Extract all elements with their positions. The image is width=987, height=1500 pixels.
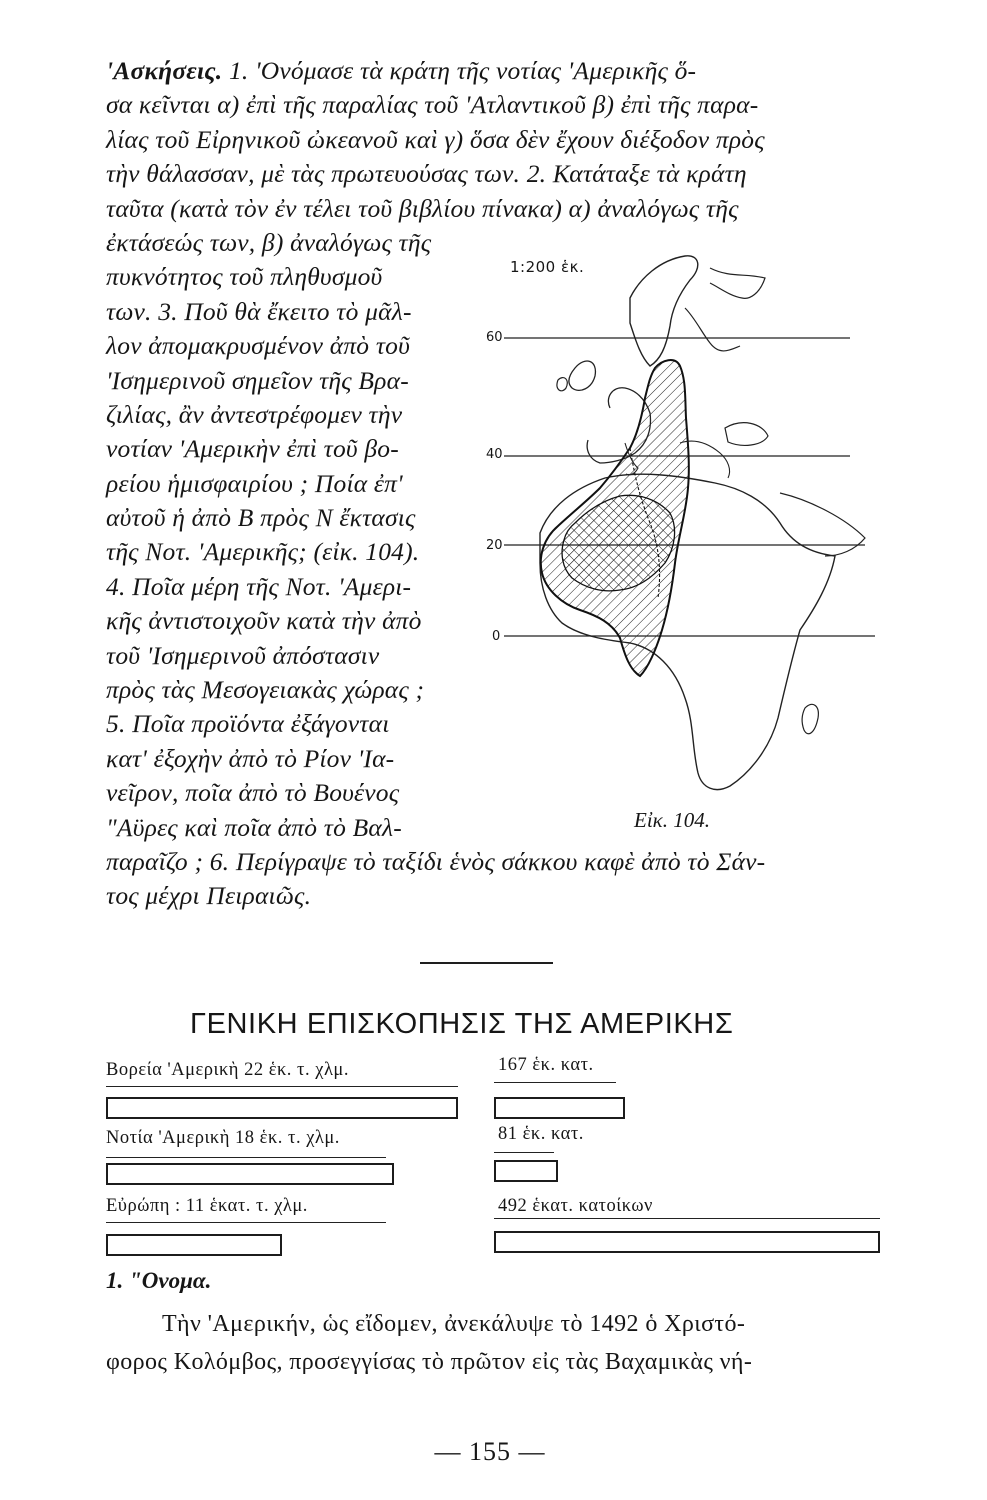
area-label: Βορεία 'Αμερικὴ 22 ἑκ. τ. χλμ. [106,1060,349,1080]
exercise-line: "Αϋρες καὶ ποῖα ἀπὸ τὸ Βαλ- [106,812,402,842]
map-scale: 1:200 ἑκ. [510,258,585,276]
exercise-line: ταῦτα (κατὰ τὸν ἐν τέλει τοῦ βιβλίου πίνακα) α) ἀναλόγως τῆς [106,193,739,223]
ireland-outline [557,378,567,391]
area-bar [106,1234,282,1256]
page-number: — 155 — [434,1437,546,1466]
area-label: Νοτία 'Αμερικὴ 18 ἑκ. τ. χλμ. [106,1128,340,1148]
comparison-map [480,238,890,888]
exercise-line: λίας τοῦ Εἰρηνικοῦ ὠκεανοῦ καὶ γ) ὅσα δὲν ἔχουν διέξοδον πρὸς [106,124,765,154]
exercise-line: τος μέχρι Πειραιῶς. [106,881,312,911]
exercise-line: αὐτοῦ ἡ ἀπὸ Β πρὸς Ν ἔκτασις [106,503,416,533]
exercise-line: νοτίαν 'Αμερικὴν ἐπὶ τοῦ βο- [106,434,399,464]
area-bar [106,1097,458,1119]
exercise-line: κατ' ἐξοχὴν ἀπὸ τὸ Ρίον 'Ια- [106,743,395,773]
exercise-line: σα κεῖνται α) ἐπὶ τῆς παραλίας τοῦ 'Ατλαντικοῦ β) ἐπὶ τῆς παρα- [106,90,759,120]
section-divider [420,962,553,964]
exercise-line: τοῦ 'Ισημερινοῦ ἀπόστασιν [106,640,380,670]
population-label: 167 ἑκ. κατ. [498,1055,594,1075]
exercise-line: πρὸς τὰς Μεσογειακὰς χώρας ; [106,675,425,705]
exercise-line: των. 3. Ποῦ θὰ ἔκειτο τὸ μᾶλ- [106,296,412,326]
black-sea-outline [725,423,768,446]
latitude-label-0: 0 [492,629,501,644]
exercise-line: 'Ισημερινοῦ σημεῖον τῆς Βρα- [106,365,409,395]
exercise-line: ζιλίας, ἂν ἀντεστρέφομεν τὴν [106,399,403,429]
section-title: 1. "Ονομα. [106,1268,212,1293]
section-paragraph [106,1305,896,1381]
exercise-line: λον ἀπομακρυσμένον ἀπὸ τοῦ [106,331,411,361]
overview-heading: ΓΕΝΙΚΗ ΕΠΙΣΚΟΠΗΣΙΣ ΤΗΣ ΑΜΕΡΙΚΗΣ [190,1008,734,1040]
exercise-line: ἐκτάσεώς των, β) ἀναλόγως τῆς [106,227,432,257]
madagascar-outline [802,704,818,733]
population-bar [494,1160,558,1182]
exercise-line: 5. Ποῖα προϊόντα ἐξάγονται [106,709,390,739]
baltic-coast [685,308,740,351]
figure-caption: Εἰκ. 104. [634,808,710,832]
exercise-line: 'Ασκήσεις. 1. 'Ονόμασε τὰ κράτη τῆς νοτίας 'Αμερικῆς ὅ- [106,56,697,85]
exercise-line: τῆς Νοτ. 'Αμερικῆς; (εἰκ. 104). [106,537,420,567]
russia-coast [710,268,765,298]
exercise-line: παραῖζο ; 6. Περίγραψε τὸ ταξίδι ἑνὸς σάκκου καφὲ ἀπὸ τὸ Σάν- [106,846,766,876]
population-bar [494,1231,880,1253]
exercises-title: 'Ασκήσεις. [106,56,223,85]
britain-outline [569,361,595,390]
label-underline [494,1218,880,1219]
label-underline [106,1157,386,1158]
population-bar [494,1097,625,1119]
paragraph-line: Τὴν 'Αμερικήν, ὡς εἴδομεν, ἀνεκάλυψε τὸ 1492 ὁ Χριστό- [162,1311,746,1337]
exercise-line: 4. Ποῖα μέρη τῆς Νοτ. 'Αμερι- [106,571,412,601]
population-label: 492 ἑκατ. κατοίκων [498,1196,653,1216]
label-underline [494,1152,554,1153]
exercise-line: πυκνότητος τοῦ πληθυσμοῦ [106,262,383,292]
label-underline [106,1086,458,1087]
exercise-line: ρείου ἡμισφαιρίου ; Ποία ἐπ' [106,468,403,498]
exercise-line: κῆς ἀντιστοιχοῦν κατὰ τὴν ἀπὸ [106,606,422,636]
latitude-label-20: 20 [486,538,503,553]
exercise-line: τὴν θάλασσαν, μὲ τὰς πρωτευούσας των. 2. Κατάταξε τὰ κράτη [106,159,747,189]
latitude-label-60: 60 [486,330,503,345]
population-label: 81 ἑκ. κατ. [498,1124,584,1144]
paragraph-line: φορος Κολόμβος, προσεγγίσας τὸ πρῶτον εἰς τὰς Βαχαμικὰς νή- [106,1349,753,1375]
arabia-outline [780,493,865,556]
label-underline [106,1222,386,1223]
latitude-label-40: 40 [486,447,503,462]
label-underline [494,1082,616,1083]
area-label: Εὐρώπη : 11 ἑκατ. τ. χλμ. [106,1196,308,1216]
area-bar [106,1163,394,1185]
exercise-line: νεῖρον, ποῖα ἀπὸ τὸ Βουένος [106,778,400,808]
